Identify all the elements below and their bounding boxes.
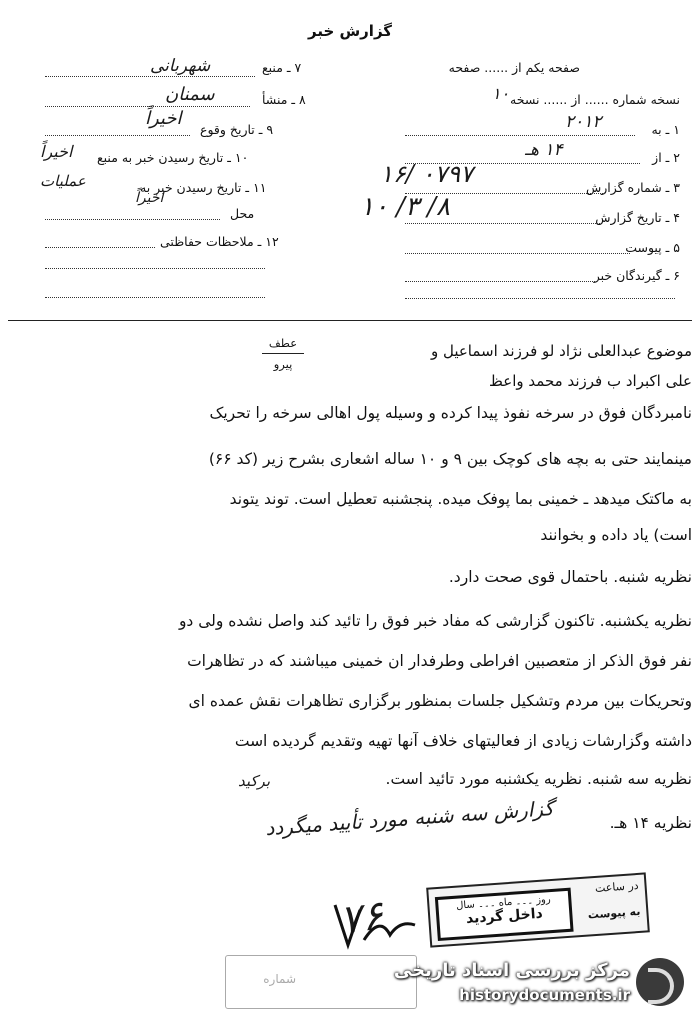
form-report-date-dots (405, 223, 600, 224)
form-security-notes-label: ۱۲ ـ ملاحظات حفاظتی (160, 234, 279, 249)
body-line-10: نظریه سه شنبه. نظریه یکشنبه مورد تائید است. (385, 770, 692, 788)
form-recipients-label: ۶ ـ گیرندگان خبر (593, 268, 680, 283)
form-recipients-dots (405, 281, 595, 282)
form-attachment-dots (405, 253, 630, 254)
body-line-1: نامبردگان فوق در سرخه نفوذ پیدا کرده و وسیله پول اهالی سرخه را تحریک (209, 404, 692, 422)
handwritten-final-note: گزارش سه شنبه مورد تأیید میگردد (264, 795, 555, 841)
body-line-7: نفر فوق الذکر از متعصبین افراطی وطرفدار ان خمینی میباشند که در تظاهرات (187, 652, 692, 670)
form-attachment-label: ۵ ـ پیوست (625, 240, 680, 255)
stamp-attachment-label: به پیوست (587, 904, 641, 922)
form-recipients-dots-2 (405, 298, 675, 299)
header-divider (8, 320, 692, 321)
form-source-receipt-label: ۱۰ ـ تاریخ رسیدن خبر به منبع (97, 150, 249, 165)
body-line-6: نظریه یکشنبه. تاکنون گزارشی که مفاد خبر فوق را تائید کند واصل نشده ولی دو (178, 612, 692, 630)
form-source-receipt-value: اخیراً (40, 142, 73, 161)
form-source-label: ۷ ـ منبع (262, 60, 302, 75)
form-to-label: ۱ ـ به (651, 122, 680, 137)
body-line-11: نظریه ۱۴ هـ. (609, 814, 692, 832)
watermark-org-name: مرکز بررسی اسناد تاریخی (393, 960, 630, 981)
receipt-stamp (426, 872, 650, 947)
reference-divider (262, 353, 304, 354)
form-source-value: شهربانی (150, 56, 211, 76)
form-to-dots (405, 135, 635, 136)
body-line-3: به ماکتک میدهد ـ خمینی بما پوفک میده. پنجشنبه تعطیل است. توند یتوند (229, 490, 692, 508)
body-line-4: است) یاد داده و بخوانند (540, 526, 692, 544)
stamp-date-line: روز ۔۔۔ ماه ۔۔۔ سال (455, 894, 552, 912)
form-occurrence-date-value: اخیراً (145, 108, 182, 129)
form-from-label: ۲ ـ از (652, 150, 680, 165)
form-occurrence-date-label: ۹ ـ تاریخ وقوع (200, 122, 274, 137)
signature-scrawl (330, 895, 420, 955)
reference-box (262, 336, 304, 371)
stamp-received-label: داخل گردید (465, 905, 544, 928)
form-location-label: محل (230, 206, 255, 221)
document-title: گزارش خبر (307, 22, 393, 40)
form-origin-label: ۸ ـ منشأ (262, 92, 306, 107)
form-page-count: صفحه یکم از ...... صفحه (448, 60, 580, 75)
handwritten-initials: ۷۶ (337, 892, 386, 944)
form-occurrence-date-dots (45, 135, 190, 136)
form-security-notes-dots-2 (45, 268, 265, 269)
form-origin-value: سمنان (165, 84, 215, 105)
watermark-url: historydocuments.ir (459, 986, 630, 1004)
body-line-2: مینمایند حتی به بچه های کوچک بین ۹ و ۱۰ ساله اشعاری بشرح زیر (کد ۶۶) (208, 450, 692, 468)
body-line-5: نظریه شنبه. باحتمال قوی صحت دارد. (448, 568, 692, 586)
form-to-value: ۲۰۱۲ (565, 112, 602, 132)
form-from-value: ۱۴ هـ (525, 140, 563, 160)
stamp-inner-box (435, 888, 574, 941)
form-report-date-label: ۴ ـ تاریخ گزارش (595, 210, 680, 225)
body-line-8: وتحریکات بین مردم وتشکیل جلسات بمنظور برگزاری تظاهرات نقش عمده ای (188, 692, 692, 710)
form-source-dots (45, 76, 255, 77)
archive-logo-icon (636, 958, 684, 1006)
subject-line-1: موضوع عبدالعلی نژاد لو فرزند اسماعیل و (430, 342, 692, 360)
form-origin-dots (45, 106, 250, 107)
bottom-stamp-fragment (225, 955, 417, 1009)
body-line-9: داشته وگزارشات زیادی از فعالیتهای خلاف آنها تهیه وتقدیم گردیده است (234, 732, 692, 750)
handwritten-margin-note: برکید (238, 772, 270, 790)
form-security-notes-dots (45, 247, 155, 248)
stamp-time-label: در ساعت (594, 878, 639, 895)
bottom-stamp-text: شماره (263, 972, 296, 986)
follow-up-label: پیرو (273, 357, 293, 371)
form-hq-receipt-value: عملیات (40, 172, 86, 190)
form-report-number-value: ۰۷۹۷ /۱۶ (380, 160, 474, 188)
form-hq-receipt-label: ۱۱ ـ تاریخ رسیدن خبر به (140, 180, 267, 195)
form-location-value: اخیراً (135, 190, 164, 206)
form-location-dots (45, 219, 220, 220)
reference-label: عطف (268, 336, 298, 350)
form-report-number-label: ۳ ـ شماره گزارش (585, 180, 680, 195)
form-report-date-value: ۸/ ۳/ ۱۰ (360, 192, 450, 222)
form-copy-number: نسخه شماره ...... از ...... نسخه (510, 92, 680, 107)
form-security-notes-dots-3 (45, 297, 265, 298)
form-copy-number-value: ۱۰ (492, 84, 510, 103)
subject-line-2: علی اکبراد ب فرزند محمد واعظ (489, 372, 692, 390)
